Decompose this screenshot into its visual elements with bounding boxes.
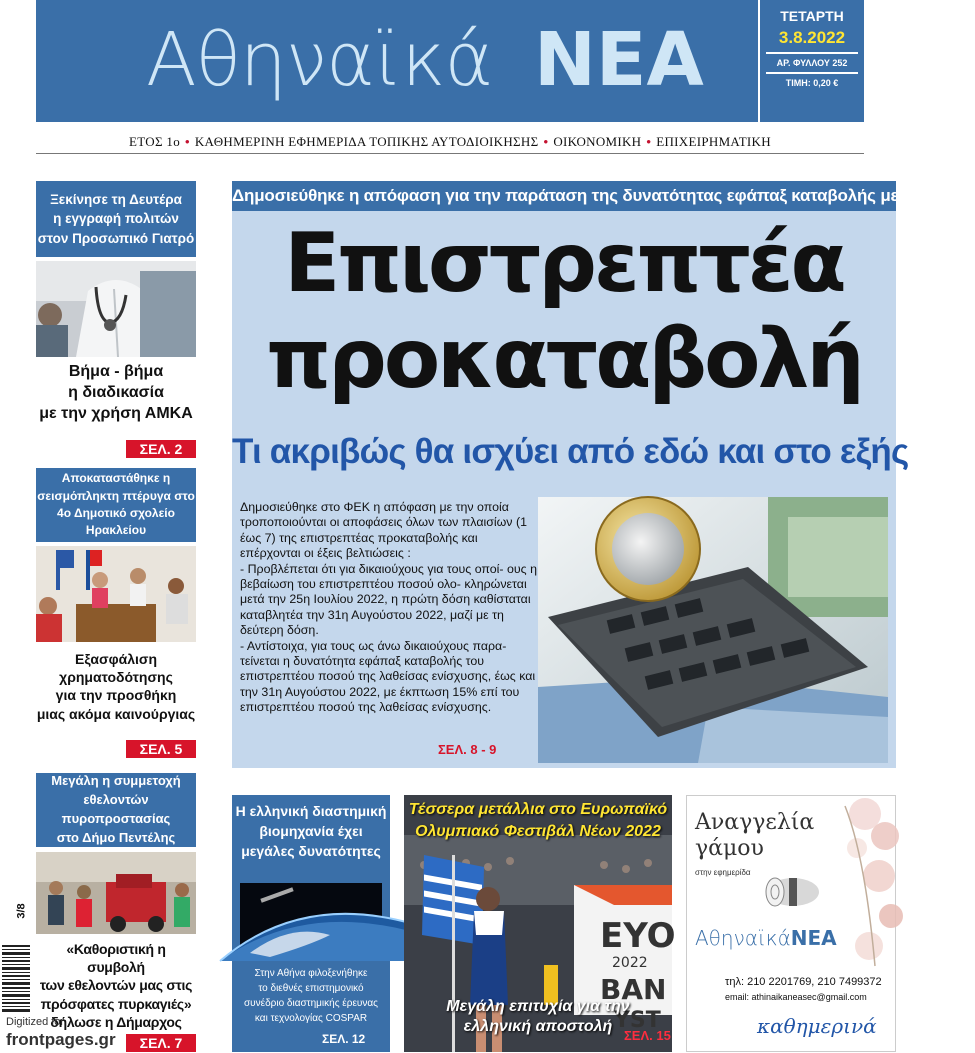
bullet-icon: • [646, 134, 652, 149]
wedding-announcement-ad[interactable] [686, 795, 896, 1052]
title-line: μεγάλες δυνατότητες [241, 843, 381, 859]
calculator-coin-photo [538, 497, 888, 763]
issue-price: ΤΙΜΗ: 0,20 € [785, 78, 839, 88]
title-line: χρηματοδότησης [59, 669, 173, 686]
body-line: το διεθνές επιστημονικό [258, 983, 364, 994]
space-story-body [232, 966, 390, 1026]
title-line: μιας ακόμα καινούργιας [36, 705, 196, 722]
title-line: Αναγγελία [695, 810, 815, 835]
edge-date-label: 3/8 [15, 903, 28, 919]
barcode-icon [2, 945, 30, 1015]
sidebar-story1-title[interactable] [36, 362, 196, 424]
tagline-economy: ΟΙΚΟΝΟΜΙΚΗ [553, 134, 642, 149]
sidebar-story2-kicker[interactable] [36, 468, 196, 542]
kicker-line: Μεγάλη η συμμετοχή [51, 773, 181, 789]
ad-logo [695, 926, 837, 950]
main-headline-line1[interactable]: Επιστρεπτέα [284, 216, 844, 311]
banner-text: 2022 [612, 955, 648, 971]
body-paragraph: Δημοσιεύθηκε στο ΦΕΚ η απόφαση με την οποία τροποποιούνται οι αποφάσεις όλων των πλαισίων (1 έως 7) της επιστρεπτέας προκαταβολής και επέρχονται οι έξεις βελτιώσεις : [240, 500, 527, 561]
main-story-kicker[interactable]: Δημοσιεύθηκε η απόφαση για την παράταση της δυνατότητας εφάπαξ καταβολής με έκπτωση [232, 181, 896, 211]
sidebar-story3-kicker[interactable] [36, 773, 196, 847]
title-line: Η ελληνική διαστημική [235, 803, 387, 819]
main-subheadline[interactable]: Τι ακριβώς θα ισχύει από εδώ και στο εξής [232, 432, 909, 471]
issue-day: ΤΕΤΑΡΤΗ [780, 8, 844, 24]
sidebar-story2-title[interactable] [36, 650, 196, 723]
title-line: δήλωσε η Δήμαρχος [50, 1013, 182, 1030]
school-meeting-photo [36, 546, 196, 642]
ad-logo-light: Αθηναϊκά [695, 926, 791, 950]
body-line: Στην Αθήνα φιλοξενήθηκε [254, 968, 368, 979]
kicker-line: η εγγραφή πολιτών [53, 211, 179, 227]
body-paragraph: - Αντίστοιχα, για τους ως άνω δικαιούχους παρα- τείνεται η δυνατότητα εφάπαξ καταβολής του επιστρεπτέου ποσού της λαθείσας ενίσχυσης, έως και την 31η Αυγούστου 2022, με έκπτωση 15% επί του επιστρεπτέου ποσού της λαθείσας ενίσχυσης. [240, 638, 536, 715]
title-line: βιομηχανία έχει [259, 823, 363, 839]
body-line: συνέδριο διαστημικής έρευνας [244, 998, 378, 1009]
tagline-year: ΕΤΟΣ 1ο [129, 134, 180, 149]
title-line: Βήμα - βήμα [68, 363, 164, 380]
doctor-photo [36, 261, 196, 357]
olympic-story-box[interactable] [404, 795, 676, 1052]
kicker-line: Αποκαταστάθηκε η [61, 471, 171, 486]
page-ref-label[interactable]: ΣΕΛ. 8 - 9 [438, 742, 497, 757]
logo-wordmark-bold: ΝΕΑ [534, 17, 704, 103]
title-line: Τέσσερα μετάλλια στο Ευρωπαϊκό [408, 801, 668, 818]
ad-email[interactable]: email: athinaikaneasec@gmail.com [725, 992, 867, 1002]
caption-line: ελληνική αποστολή [463, 1018, 613, 1035]
page-ref-badge[interactable]: ΣΕΛ. 7 [126, 1034, 196, 1052]
title-line: «Καθοριστική η συμβολή [66, 941, 166, 976]
issue-info-box [758, 0, 864, 122]
kicker-line: στον Προσωπικό Γιατρό [37, 230, 195, 246]
sidebar-story1-kicker[interactable] [36, 181, 196, 257]
banner-text: BAN [600, 973, 667, 1006]
ad-title [695, 810, 814, 862]
title-line: γάμου [695, 836, 764, 861]
kicker-line: 4ο Δημοτικό σχολείο Ηρακλείου [57, 506, 175, 538]
issue-date: 3.8.2022 [778, 28, 846, 47]
bullet-icon: • [543, 134, 549, 149]
title-line: Εξασφάλιση [74, 651, 157, 667]
volunteers-photo [36, 852, 196, 934]
title-line: η διαδικασία [68, 383, 164, 401]
body-line: και τεχνολογίας COSPAR [254, 1013, 368, 1024]
caption-line: Μεγάλη επιτυχία για την [446, 998, 630, 1015]
banner-text: EYO [600, 916, 676, 956]
ad-footer: καθημερινά [757, 1014, 877, 1038]
tagline-description: ΚΑΘΗΜΕΡΙΝΗ ΕΦΗΜΕΡΙΔΑ ΤΟΠΙΚΗΣ ΑΥΤΟΔΙΟΙΚΗΣΗΣ [194, 134, 539, 149]
title-line: πρόσφατες πυρκαγιές» [40, 995, 192, 1012]
divider [766, 72, 858, 74]
watermark-line1: Digitized for [6, 1016, 65, 1028]
rolled-newspaper-icon [763, 866, 823, 916]
tagline [36, 134, 864, 150]
tagline-business: ΕΠΙΧΕΙΡΗΜΑΤΙΚΗ [656, 134, 771, 149]
logo-wordmark-light: Αθηναϊκά [146, 17, 493, 103]
page-ref-badge[interactable]: ΣΕΛ. 2 [126, 440, 196, 458]
ad-logo-bold: ΝΕΑ [790, 926, 837, 950]
kicker-line: σεισμόπληκτη πτέρυγα στο [37, 488, 195, 503]
main-story-body [240, 500, 540, 716]
body-paragraph: - Προβλέπεται ότι για δικαιούχους για τους οποί- ους η βεβαίωση του επιστρεπτέου ποσού ολο- κληρώνεται μετά την 25η Ιουλίου 2022, η πρώτη δόση καθίσταται καταβλητέα την 31η Αυγούστου 2022, μαζί με τη δεύτερη δόση. [240, 561, 537, 638]
divider [766, 52, 858, 54]
earth-from-space-photo [240, 883, 382, 961]
title-line: Ολυμπιακό Φεστιβάλ Νέων 2022 [415, 823, 661, 840]
ad-subtitle: στην εφημερίδα [695, 868, 751, 877]
kicker-line: Ξεκίνησε τη Δευτέρα [50, 191, 182, 207]
ad-phone: τηλ: 210 2201769, 210 7499372 [725, 976, 882, 988]
watermark-line2: frontpages.gr [6, 1030, 116, 1049]
divider [36, 153, 864, 154]
banner-text: YST [614, 1008, 661, 1033]
title-line: για την προσθήκη [55, 687, 177, 704]
space-story-title [232, 801, 390, 861]
title-line: με την χρήση ΑΜΚΑ [39, 404, 193, 422]
main-headline-line2[interactable]: προκαταβολή [266, 312, 862, 407]
page-ref-badge[interactable]: ΣΕΛ. 5 [126, 740, 196, 758]
title-line: των εθελοντών μας στις [39, 977, 193, 994]
issue-number: ΑΡ. ΦΥΛΛΟΥ 252 [776, 58, 848, 68]
page-ref-label[interactable]: ΣΕΛ. 15 [624, 1028, 671, 1043]
kicker-line: εθελοντών πυροπροστασίας [61, 792, 171, 826]
page-ref-label[interactable]: ΣΕΛ. 12 [322, 1032, 366, 1046]
bullet-icon: • [185, 134, 190, 149]
kicker-line: στο Δήμο Πεντέλης [56, 829, 176, 845]
olympic-story-title [404, 799, 672, 843]
